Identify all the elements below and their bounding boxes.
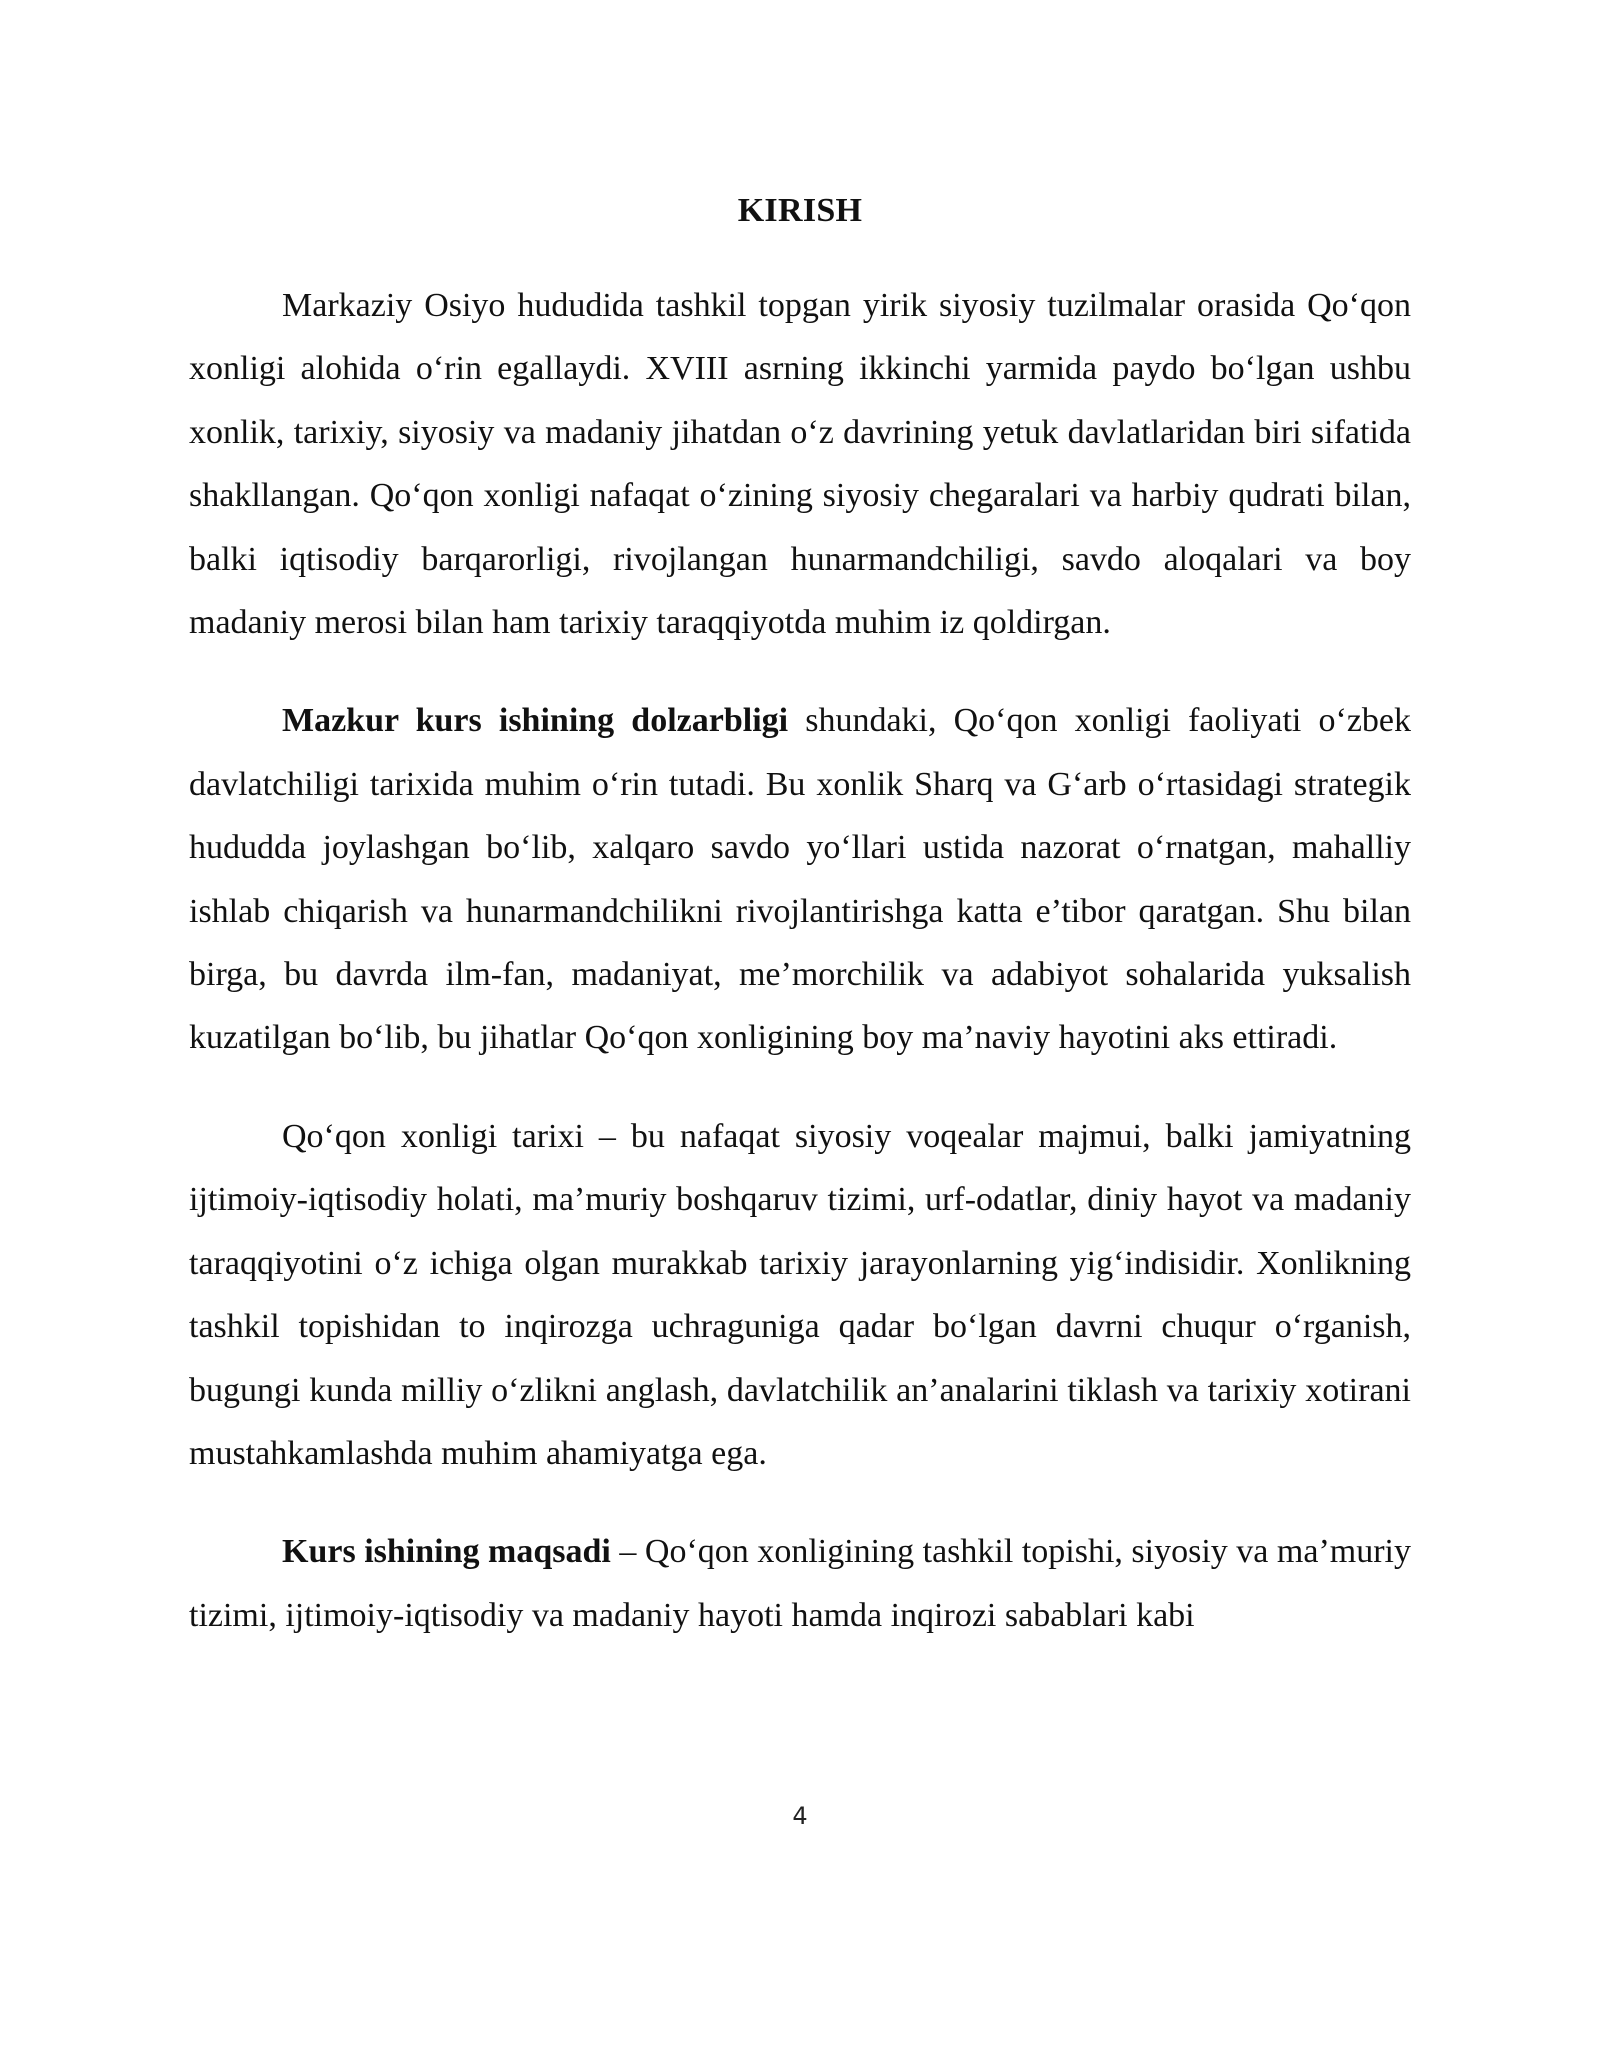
paragraph-text: – Qo‘qon xonligining tashkil topishi, siyosiy va ma’muriy tizimi, ijtimoiy-iqtisodiy va madaniy hayoti hamda inqirozi sabablari kabi [189,1533,1411,1634]
paragraph-relevance [189,689,1411,1069]
paragraph-text: Markaziy Osiyo hududida tashkil topgan yirik siyosiy tuzilmalar orasida Qo‘qon xonligi alohida o‘rin egallaydi. XVIII asrning ikkinchi yarmida paydo bo‘lgan ushbu xonlik, tarixiy, siyosiy va madaniy jihatdan o‘z davrining yetuk davlatlaridan biri sifatida shakllangan. Qo‘qon xonligi nafaqat o‘zining siyosiy chegaralari va harbiy qudrati bilan, balki iqtisodiy barqarorligi, rivojlangan hunarmandchiligi, savdo aloqalari va boy madaniy merosi bilan ham tarixiy taraqqiyotda muhim iz qoldirgan. [189,287,1411,642]
paragraph-history [189,1105,1411,1485]
page-number: 4 [792,1802,808,1830]
paragraph-lead: Mazkur kurs ishining dolzarbligi [282,702,789,740]
paragraph-text: shundaki, Qo‘qon xonligi faoliyati o‘zbek davlatchiligi tarixida muhim o‘rin tutadi. Bu xonlik Sharq va G‘arb o‘rtasidagi strategik hududda joylashgan bo‘lib, xalqaro savdo yo‘llari ustida nazorat o‘rnatgan, mahalliy ishlab chiqarish va hunarmandchilikni rivojlantirishga katta e’tibor qaratgan. Shu bilan birga, bu davrda ilm-fan, madaniyat, me’morchilik va adabiyot sohalarida yuksalish kuzatilgan bo‘lib, bu jihatlar Qo‘qon xonligining boy ma’naviy hayotini aks ettiradi. [189,702,1412,1057]
paragraph-goal [189,1520,1411,1647]
page-body [189,185,1411,1682]
paragraph-intro [189,274,1411,654]
page-title: KIRISH [737,192,863,229]
paragraph-text: Qo‘qon xonligi tarixi – bu nafaqat siyosiy voqealar majmui, balki jamiyatning ijtimoiy-iqtisodiy holati, ma’muriy boshqaruv tizimi, urf-odatlar, diniy hayot va madaniy taraqqiyotini o‘z ichiga olgan murakkab tarixiy jarayonlarning yig‘indisidir. Xonlikning tashkil topishidan to inqirozga uchraguniga qadar bo‘lgan davrni chuqur o‘rganish, bugungi kunda milliy o‘zlikni anglash, davlatchilik an’analarini tiklash va tarixiy xotirani mustahkamlashda muhim ahamiyatga ega. [189,1117,1411,1472]
paragraph-lead: Kurs ishining maqsadi [282,1533,611,1571]
